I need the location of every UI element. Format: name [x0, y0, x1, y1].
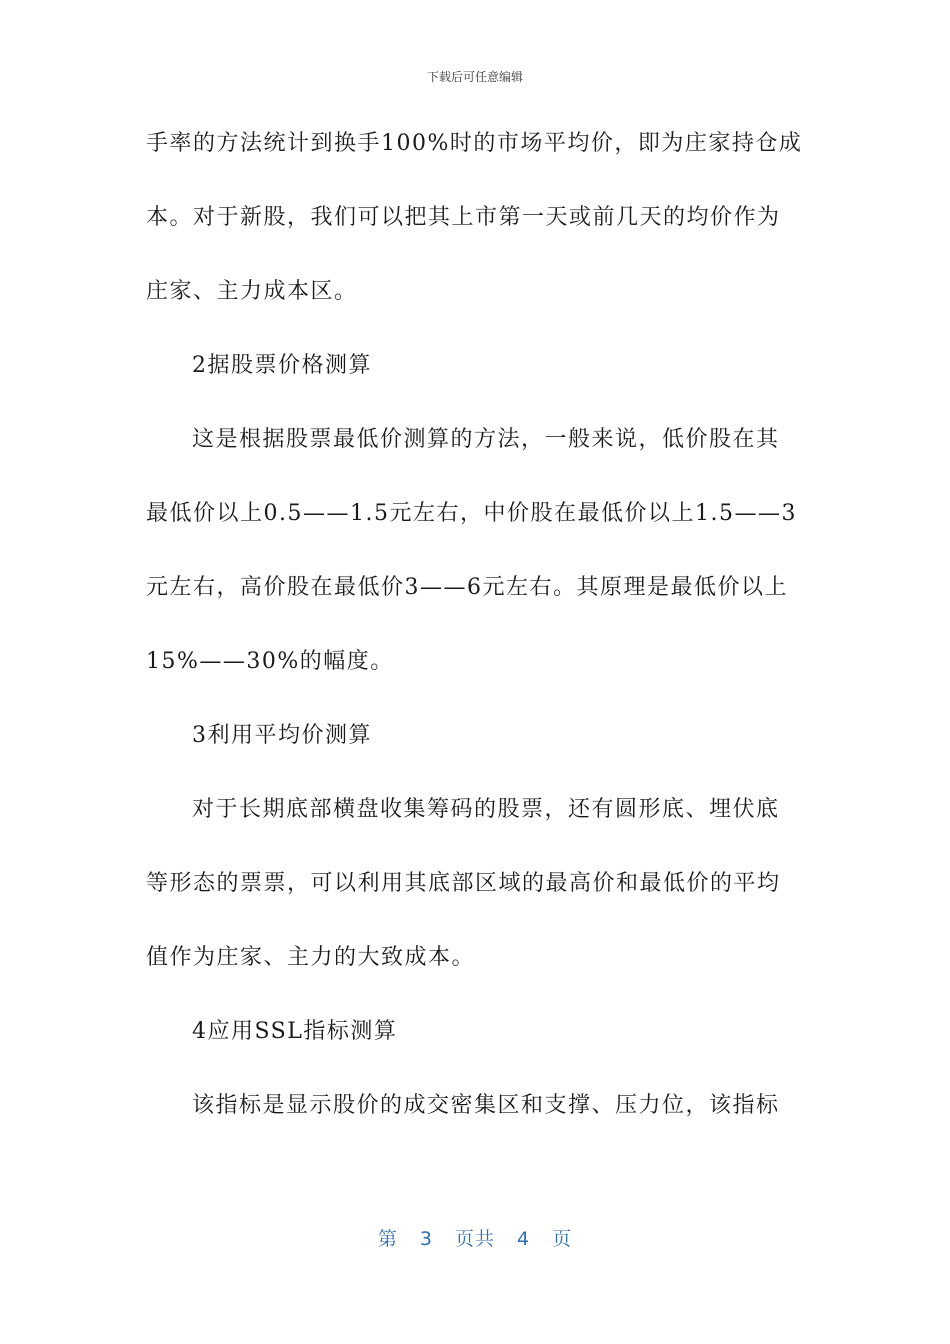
- paragraph-line: 庄家、主力成本区。: [146, 279, 358, 304]
- page-footer: [0, 1224, 950, 1251]
- paragraph-line: 对于长期底部横盘收集筹码的股票，还有圆形底、埋伏底: [192, 797, 780, 822]
- footer-suffix: 页: [552, 1228, 573, 1250]
- page-header: 下载后可任意编辑: [426, 70, 523, 84]
- paragraph-line: 这是根据股票最低价测算的方法，一般来说，低价股在其: [192, 427, 780, 452]
- section-heading: 3利用平均价测算: [192, 723, 372, 748]
- paragraph-line: 该指标是显示股价的成交密集区和支撑、压力位，该指标: [192, 1093, 780, 1118]
- footer-prefix: 第: [377, 1228, 398, 1250]
- current-page-number: 3: [419, 1228, 433, 1250]
- paragraph-line: 15%——30%的幅度。: [146, 649, 394, 674]
- paragraph-line: 元左右，高价股在最低价3——6元左右。其原理是最低价以上: [146, 575, 788, 600]
- paragraph-line: 值作为庄家、主力的大致成本。: [146, 945, 476, 970]
- section-heading: 2据股票价格测算: [192, 353, 372, 378]
- paragraph-line: 等形态的票票，可以利用其底部区域的最高价和最低价的平均: [146, 871, 781, 896]
- section-heading: 4应用SSL指标测算: [192, 1019, 398, 1044]
- footer-middle: 页共: [454, 1228, 495, 1250]
- total-page-number: 4: [517, 1228, 531, 1250]
- paragraph-line: 本。对于新股，我们可以把其上市第一天或前几天的均价作为: [146, 205, 781, 230]
- document-body: [146, 122, 806, 1158]
- paragraph-line: 手率的方法统计到换手100%时的市场平均价，即为庄家持仓成: [146, 131, 803, 156]
- paragraph-line: 最低价以上0.5——1.5元左右，中价股在最低价以上1.5——3: [146, 501, 797, 526]
